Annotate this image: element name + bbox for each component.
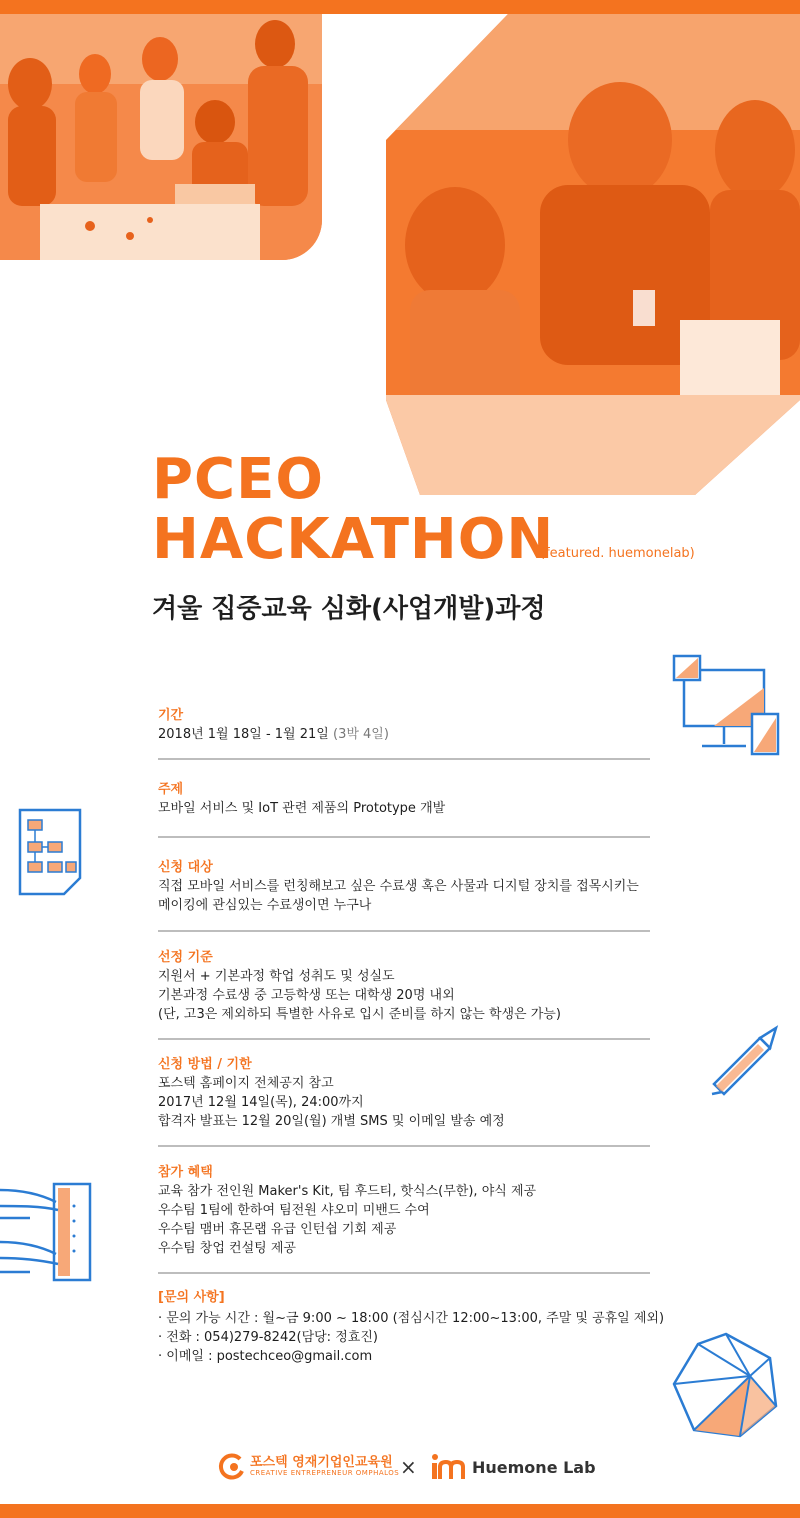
hero-title-line1: PCEO bbox=[152, 447, 324, 512]
section-heading: 선정 기준 bbox=[158, 950, 213, 965]
section-text: 모바일 서비스 및 IoT 관련 제품의 Prototype 개발 bbox=[158, 801, 446, 816]
document-flowchart-icon bbox=[18, 808, 84, 896]
section-heading: 기간 bbox=[158, 708, 184, 723]
section-text: 우수팀 창업 컨설팅 제공 bbox=[158, 1241, 296, 1256]
featured-label: (featured. huemonelab) bbox=[540, 546, 695, 561]
section-text: 기본과정 수료생 중 고등학생 또는 대학생 20명 내외 bbox=[158, 988, 455, 1003]
section-text: 합격자 발표는 12월 20일(월) 개별 SMS 및 이메일 발송 예정 bbox=[158, 1114, 505, 1129]
contact-phone: · 전화 : 054)279-8242(담당: 정효진) bbox=[158, 1330, 378, 1345]
section-period bbox=[158, 706, 650, 760]
contact-email: · 이메일 : postechceo@gmail.com bbox=[158, 1349, 373, 1364]
period-dates: 2018년 1월 18일 - 1월 21일 bbox=[158, 727, 329, 742]
section-criteria bbox=[158, 948, 650, 1040]
section-text: 직접 모바일 서비스를 런칭해보고 싶은 수료생 혹은 사물과 디지털 장치를 접목시키는 bbox=[158, 879, 639, 894]
bottom-orange-bar bbox=[0, 1504, 800, 1518]
section-heading: 참가 혜택 bbox=[158, 1165, 213, 1180]
section-text: 교육 참가 전인원 Maker's Kit, 팀 후드티, 핫식스(무한), 야식 제공 bbox=[158, 1184, 537, 1199]
section-application bbox=[158, 1055, 650, 1147]
org-name: 포스텍 영재기업인교육원 bbox=[250, 1455, 393, 1470]
partner-name: Huemone Lab bbox=[472, 1458, 596, 1477]
hackathon-photo-team bbox=[0, 0, 800, 520]
period-note: (3박 4일) bbox=[333, 727, 389, 742]
section-text: 우수팀 맴버 휴몬랩 유급 인턴쉽 기회 제공 bbox=[158, 1222, 397, 1237]
section-text: (단, 고3은 제외하되 특별한 사유로 입시 준비를 하지 않는 학생은 가능) bbox=[158, 1007, 561, 1022]
org-name-en: CREATIVE ENTREPRENEUR OMPHALOS bbox=[250, 1469, 400, 1477]
section-text: 지원서 + 기본과정 학업 성취도 및 성실도 bbox=[158, 969, 395, 984]
section-text: 2017년 12월 14일(목), 24:00까지 bbox=[158, 1095, 364, 1110]
monitor-icon bbox=[672, 652, 782, 762]
hero-subtitle: 겨울 집중교육 심화(사업개발)과정 bbox=[152, 594, 546, 624]
footer-logos bbox=[0, 1451, 800, 1485]
section-heading: 주제 bbox=[158, 782, 184, 797]
collab-separator: × bbox=[400, 1455, 417, 1479]
contact-hours: · 문의 가능 시간 : 월~금 9:00 ~ 18:00 (점심시간 12:00~13:00, 주말 및 공휴일 제외) bbox=[158, 1311, 665, 1326]
section-eligibility bbox=[158, 858, 650, 932]
section-heading: 신청 방법 / 기한 bbox=[158, 1057, 252, 1072]
contact-info bbox=[158, 1288, 665, 1366]
hands-typing-icon bbox=[0, 1176, 96, 1286]
section-text: 우수팀 1팀에 한하여 팀전원 샤오미 미밴드 수여 bbox=[158, 1203, 430, 1218]
section-topic bbox=[158, 780, 650, 838]
section-text: 포스텍 홈페이지 전체공지 참고 bbox=[158, 1076, 334, 1091]
section-benefits bbox=[158, 1163, 650, 1274]
huemone-logo-icon bbox=[430, 1453, 466, 1481]
postech-logo-icon bbox=[218, 1453, 246, 1481]
pencil-icon bbox=[708, 1024, 782, 1096]
section-text: 메이킹에 관심있는 수료생이면 누구나 bbox=[158, 898, 372, 913]
section-heading: 신청 대상 bbox=[158, 860, 213, 875]
hero-title-line2: HACKATHON bbox=[152, 507, 555, 572]
geodesic-icon bbox=[670, 1330, 782, 1442]
contact-heading: [문의 사항] bbox=[158, 1290, 225, 1305]
